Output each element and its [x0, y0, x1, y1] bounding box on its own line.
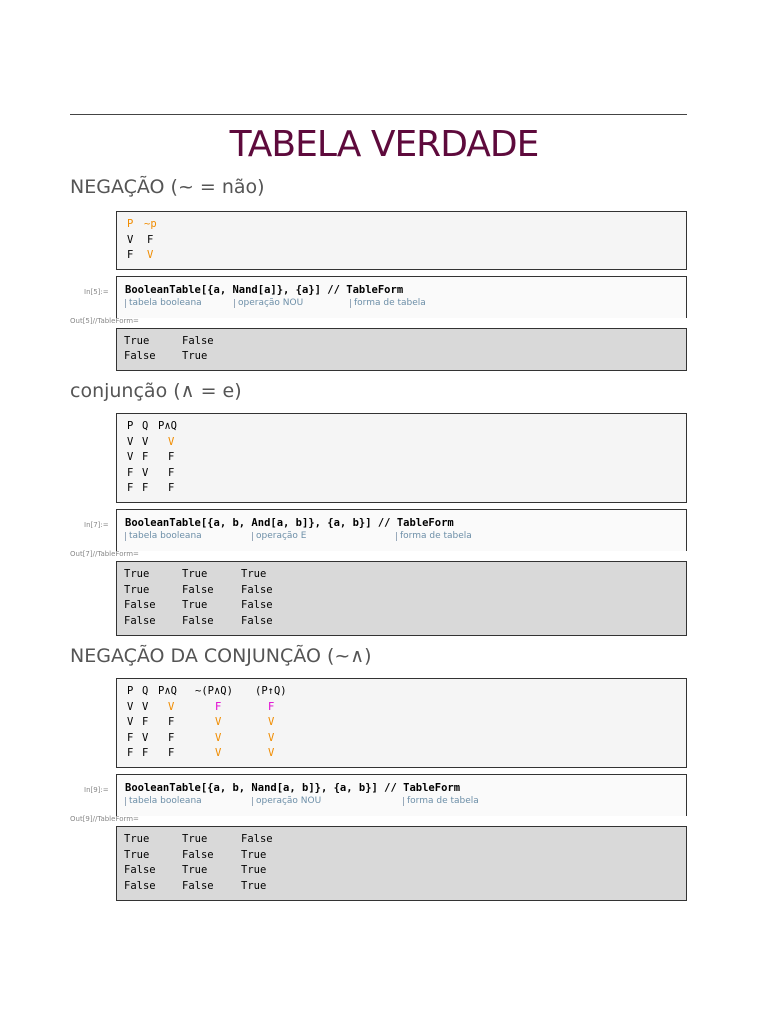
- output-cell-7: [116, 561, 687, 636]
- truth-header: Q: [142, 420, 149, 432]
- out-label: Out[9]//TableForm=: [70, 815, 139, 823]
- hint-label: tabela booleana: [125, 797, 202, 806]
- truth-cell: F: [215, 701, 222, 713]
- truth-cell: F: [168, 747, 175, 759]
- in-label: In[5]:=: [84, 288, 109, 296]
- input-cell-9[interactable]: [116, 774, 687, 816]
- output-cell: True: [124, 335, 150, 347]
- output-cell: False: [182, 584, 214, 596]
- truth-cell: F: [168, 716, 175, 728]
- hint-label: operação NOU: [252, 797, 321, 806]
- truth-header: P: [127, 685, 134, 697]
- hint-label: operação E: [252, 532, 307, 541]
- hint-label: tabela booleana: [125, 532, 202, 541]
- output-cell: False: [241, 833, 273, 845]
- out-label: Out[7]//TableForm=: [70, 550, 139, 558]
- truth-cell: F: [142, 747, 149, 759]
- page-title: TABELA VERDADE: [229, 124, 539, 165]
- output-cell: True: [182, 864, 208, 876]
- truth-table-conjuncao[interactable]: [116, 413, 687, 503]
- truth-cell: V: [142, 467, 149, 479]
- input-cell-7[interactable]: [116, 509, 687, 551]
- code-line[interactable]: BooleanTable[{a, Nand[a]}, {a}] // TableForm: [125, 284, 404, 296]
- truth-header: (P↑Q): [255, 685, 287, 697]
- truth-cell: V: [215, 747, 222, 759]
- output-cell: True: [124, 584, 150, 596]
- truth-cell: V: [168, 701, 175, 713]
- output-cell: True: [241, 849, 267, 861]
- section-heading-negacao: NEGAÇÃO (~ = não): [70, 176, 265, 198]
- output-cell: True: [124, 568, 150, 580]
- truth-cell: V: [127, 716, 134, 728]
- truth-cell: V: [215, 716, 222, 728]
- in-label: In[7]:=: [84, 521, 109, 529]
- top-rule: [70, 114, 687, 115]
- code-line[interactable]: BooleanTable[{a, b, Nand[a, b]}, {a, b}] // TableForm: [125, 782, 461, 794]
- output-cell: True: [182, 599, 208, 611]
- truth-cell: F: [142, 451, 149, 463]
- truth-cell: F: [142, 716, 149, 728]
- truth-cell: V: [268, 732, 275, 744]
- truth-cell: F: [168, 732, 175, 744]
- output-cell: False: [241, 584, 273, 596]
- in-label: In[9]:=: [84, 786, 109, 794]
- truth-cell: V: [142, 701, 149, 713]
- output-cell: True: [241, 864, 267, 876]
- truth-cell: F: [142, 482, 149, 494]
- truth-header: P: [127, 420, 134, 432]
- output-cell: False: [124, 599, 156, 611]
- truth-cell: F: [168, 451, 175, 463]
- output-cell: False: [241, 615, 273, 627]
- output-cell: False: [182, 849, 214, 861]
- truth-cell: F: [127, 467, 134, 479]
- code-line[interactable]: BooleanTable[{a, b, And[a, b]}, {a, b}] // TableForm: [125, 517, 454, 529]
- out-label: Out[5]//TableForm=: [70, 317, 139, 325]
- truth-cell: F: [168, 467, 175, 479]
- truth-cell: V: [168, 436, 175, 448]
- truth-cell: F: [127, 482, 134, 494]
- truth-header: P∧Q: [158, 420, 177, 432]
- output-cell: False: [124, 880, 156, 892]
- output-cell: True: [124, 833, 150, 845]
- hint-label: forma de tabela: [403, 797, 479, 806]
- section-heading-conjuncao: conjunção (∧ = e): [70, 380, 242, 402]
- output-cell: False: [241, 599, 273, 611]
- output-cell: True: [182, 568, 208, 580]
- truth-cell: V: [127, 451, 134, 463]
- hint-label: forma de tabela: [350, 299, 426, 308]
- output-cell: False: [124, 615, 156, 627]
- hint-label: forma de tabela: [396, 532, 472, 541]
- truth-cell: V: [268, 716, 275, 728]
- truth-cell: V: [147, 249, 154, 261]
- output-cell: True: [182, 350, 208, 362]
- output-cell: True: [241, 880, 267, 892]
- truth-header: P: [127, 218, 134, 230]
- truth-header: P∧Q: [158, 685, 177, 697]
- truth-table-negacao[interactable]: [116, 211, 687, 270]
- truth-cell: F: [268, 701, 275, 713]
- output-cell-5: [116, 328, 687, 371]
- output-cell-9: [116, 826, 687, 901]
- output-cell: False: [182, 880, 214, 892]
- truth-cell: V: [127, 234, 134, 246]
- output-cell: False: [182, 335, 214, 347]
- truth-cell: V: [215, 732, 222, 744]
- output-cell: False: [124, 350, 156, 362]
- truth-cell: V: [268, 747, 275, 759]
- output-cell: True: [124, 849, 150, 861]
- truth-cell: F: [168, 482, 175, 494]
- truth-cell: V: [142, 436, 149, 448]
- truth-header: Q: [142, 685, 149, 697]
- input-cell-5[interactable]: [116, 276, 687, 318]
- output-cell: False: [124, 864, 156, 876]
- hint-label: operação NOU: [234, 299, 303, 308]
- truth-table-negacao-conjuncao[interactable]: [116, 678, 687, 768]
- truth-cell: V: [127, 701, 134, 713]
- truth-cell: F: [147, 234, 154, 246]
- truth-cell: V: [127, 436, 134, 448]
- truth-cell: F: [127, 249, 134, 261]
- output-cell: True: [241, 568, 267, 580]
- truth-cell: F: [127, 732, 134, 744]
- truth-header: ~p: [144, 218, 157, 230]
- truth-header: ~(P∧Q): [195, 685, 233, 697]
- output-cell: True: [182, 833, 208, 845]
- output-cell: False: [182, 615, 214, 627]
- truth-cell: V: [142, 732, 149, 744]
- truth-cell: F: [127, 747, 134, 759]
- section-heading-negacao-conjuncao: NEGAÇÃO DA CONJUNÇÃO (~∧): [70, 645, 372, 667]
- hint-label: tabela booleana: [125, 299, 202, 308]
